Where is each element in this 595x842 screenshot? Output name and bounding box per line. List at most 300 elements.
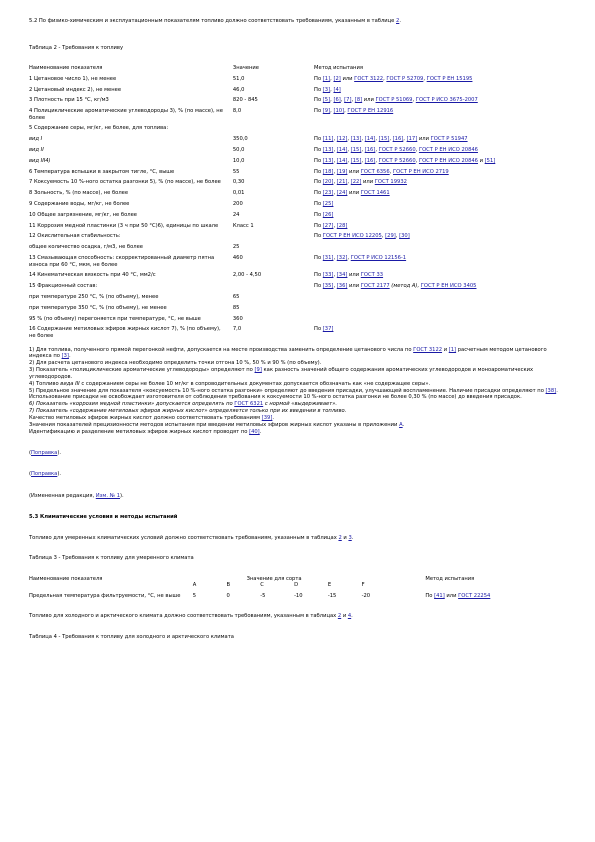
method-text: или: [347, 272, 361, 279]
table-3-header-row: [29, 576, 549, 583]
method-ref-link[interactable]: ГОСТ Р ЕН ИСО 3405: [420, 283, 477, 290]
grade-value: 5: [192, 592, 197, 599]
grade-value: -5: [260, 592, 266, 599]
method-text: ,: [347, 179, 351, 186]
test-method: [314, 190, 549, 201]
method-ref-link[interactable]: [30]: [399, 233, 410, 240]
method-text: По: [314, 147, 323, 154]
grade-value: 0: [226, 592, 230, 599]
t3-header-method: Метод испытания: [425, 575, 475, 582]
method-ref-link[interactable]: [17]: [406, 136, 418, 143]
method-text: По: [314, 97, 323, 104]
method-ref-link[interactable]: [8]: [354, 97, 363, 104]
method-text: ,: [375, 147, 379, 154]
table-row: [29, 316, 549, 327]
parameter-name: 4 Полициклические ароматические углеводороды 3), % (по массе), не более: [29, 108, 223, 121]
footnote-text: Значения показателей прецизионности методов испытания при введении метиловых эфиров жирных кислот указаны в приложении: [29, 422, 400, 429]
parameter-name: 9 Содержание воды, мг/кг, не более: [29, 201, 130, 208]
test-method: [314, 272, 549, 283]
table-2-footnotes: [29, 347, 569, 436]
parameter-name: 8 Зольность, % (по массе), не более: [29, 190, 129, 197]
method-ref-link[interactable]: ГОСТ Р ИСО 3675-2007: [415, 97, 478, 104]
method-ref-link[interactable]: [24]: [336, 190, 348, 197]
parameter-value: 50,0: [232, 147, 245, 154]
method-ref-link[interactable]: ГОСТ 3122: [354, 75, 384, 82]
parameter-value: 55: [232, 168, 240, 175]
table-row: [29, 179, 549, 190]
parameter-name: 5 Содержание серы, мг/кг, не более, для топлива:: [29, 125, 169, 132]
method-ref-link[interactable]: [16]: [392, 136, 404, 143]
parameter-value: 25: [232, 244, 240, 251]
method-ref-link[interactable]: [36]: [336, 283, 348, 290]
parameter-name: 14 Кинематическая вязкость при 40 °С, мм2/с: [29, 272, 156, 279]
header-method: Метод испытания: [314, 65, 363, 71]
parameter-name: 15 Фракционный состав:: [29, 283, 98, 290]
method-text: ,: [415, 157, 419, 164]
method-ref-link[interactable]: ГОСТ Р ЕН 15195: [426, 75, 473, 82]
method-text: По: [314, 168, 323, 175]
footnote-text: .: [402, 422, 405, 429]
cold-climate-paragraph: Топливо для холодного и арктического климата должно соответствовать требованиям, указанным в таблицах 2 и 4.: [29, 613, 353, 620]
method-text: и: [477, 157, 485, 164]
parameter-name: 3 Плотность при 15 °С, кг/м3: [29, 97, 109, 104]
parameter-value: 46,0: [232, 86, 245, 93]
method-text: По: [314, 190, 323, 197]
method-ref-link[interactable]: [22]: [350, 179, 362, 186]
table-row: [29, 283, 549, 294]
footnote: [29, 360, 569, 367]
footnote-text: как разность значений общего содержания ароматических углеводородов и моноароматических углеводородов.: [29, 367, 534, 380]
method-text: По: [314, 233, 323, 240]
table-row: [29, 125, 549, 136]
method-text: ,: [347, 255, 351, 262]
method-ref-link[interactable]: [14]: [336, 157, 348, 164]
method-ref-link[interactable]: [14]: [364, 136, 376, 143]
method-ref-link[interactable]: [6]: [333, 97, 341, 104]
footnote-text: вида III: [60, 380, 80, 387]
footnote-text: расчетным методом цетанового индекса по: [29, 346, 547, 360]
table-row: [29, 76, 549, 87]
method-ref-link[interactable]: ГОСТ Р 52660: [378, 157, 416, 164]
method-ref-link[interactable]: ГОСТ Р 51947: [430, 136, 468, 143]
footnote: [29, 347, 569, 360]
footnote-link[interactable]: [39]: [261, 415, 273, 422]
parameter-value: [233, 233, 314, 244]
method-text: ,: [333, 136, 337, 143]
method-text: ,: [347, 136, 351, 143]
parameter-value: [233, 125, 314, 136]
test-method: [314, 108, 549, 125]
method-ref-link[interactable]: [15]: [378, 136, 390, 143]
footnote: [29, 367, 569, 380]
method-ref-link[interactable]: [9]: [322, 108, 331, 115]
parameter-value: 820 - 845: [232, 97, 258, 104]
method-text: или: [347, 190, 361, 197]
method-ref-link[interactable]: ГОСТ Р ЕН ИСО 2719: [392, 168, 449, 175]
method-ref-link[interactable]: ГОСТ 19932: [374, 179, 407, 186]
method-text: ,: [351, 97, 355, 104]
method-text: ,: [330, 97, 334, 104]
table-2-ref-link[interactable]: 2: [337, 613, 342, 620]
grade-label: E: [327, 582, 332, 589]
method-text: По: [314, 108, 323, 115]
method-text: ,: [333, 255, 337, 262]
footnote-text: 4) Топливо: [29, 380, 61, 387]
method-text: ,: [347, 157, 351, 164]
method-ref-link[interactable]: [13]: [322, 157, 334, 164]
method-text: ,: [333, 147, 337, 154]
method-ref-link[interactable]: [51]: [484, 157, 496, 164]
table-row: [29, 223, 549, 234]
method-ref-link[interactable]: [37]: [322, 326, 334, 333]
method-ref-link[interactable]: [29]: [385, 233, 396, 240]
table-3: [29, 576, 549, 600]
table-3-ref-link[interactable]: 3: [348, 534, 352, 541]
method-ref-link[interactable]: [25]: [322, 201, 334, 208]
method-ref-link[interactable]: [12]: [336, 136, 348, 143]
test-method: [314, 97, 549, 108]
method-ref-link[interactable]: [33]: [322, 272, 334, 279]
table-4-caption: Таблица 4 - Требования к топливу для холодного и арктического климата: [29, 633, 234, 640]
method-text: По: [314, 326, 323, 333]
method-text: ,: [395, 233, 400, 240]
footnote-text: 3) Показатель «полициклические ароматические углеводороды» определяют по: [29, 367, 255, 374]
parameter-value: 7,0: [232, 326, 242, 333]
footnote-text: 5) Предельное значение для показателя «коксуемость 10 %-ного остатка разгонки» определяют до введения присадки, улучшающей воспламенение. Наличие присадки определяют по: [29, 387, 546, 394]
footnote-text: . Использование присадки не освобождает изготовителя от соблюдения требования к коксуемости 10 %-ного остатка разгонки не более 0,30 % (по массе) до введения присадок.: [29, 387, 558, 401]
table-2-caption: Таблица 2 - Требования к топливу: [29, 44, 124, 51]
footnote-text: Качество метиловых эфиров жирных кислот должно соответствовать требованиям: [29, 415, 262, 422]
footnote-link[interactable]: А: [399, 422, 403, 429]
table-2-ref-link[interactable]: 2: [338, 534, 342, 541]
parameter-value: 24: [232, 211, 240, 218]
method-text: По: [314, 222, 323, 229]
method-ref-link[interactable]: [28]: [336, 222, 348, 229]
method-ref-link[interactable]: ГОСТ 6356: [360, 168, 390, 175]
footnote: [29, 422, 569, 429]
document-page: [29, 18, 569, 640]
method-text: или: [347, 283, 361, 290]
edit-note: (Измененная редакция, Изм. № 1).: [29, 492, 124, 499]
method-ref-link[interactable]: [27]: [322, 222, 334, 229]
table-4-ref-link[interactable]: 4: [347, 613, 352, 620]
method-text: ,: [361, 136, 365, 143]
grade-label: D: [294, 582, 299, 589]
table-row: [29, 326, 549, 343]
table-row: [29, 201, 549, 212]
method-ref-link[interactable]: [41]: [434, 592, 445, 599]
method-ref-link[interactable]: [5]: [322, 97, 331, 104]
table-row: [29, 233, 549, 244]
method-text: По: [314, 179, 323, 186]
footnote-text: .: [272, 415, 275, 422]
parameter-name: 12 Окислительная стабильность:: [29, 233, 121, 240]
parameter-name: 16 Содержание метиловых эфиров жирных кислот 7), % (по объему), не более: [29, 326, 221, 339]
footnote-text: и: [442, 346, 449, 353]
parameter-name: 6 Температура вспышки в закрытом тигле, °С, выше: [29, 168, 175, 175]
method-ref-link[interactable]: ГОСТ 33: [360, 272, 384, 279]
t3-row-name: Предельная температура фильтруемости, °С, не выше: [29, 592, 181, 599]
grade-label: A: [192, 582, 197, 589]
method-text: или: [362, 97, 376, 104]
method-text: По: [314, 86, 323, 93]
parameter-value: 8,0: [232, 108, 242, 115]
correction-link[interactable]: Поправка: [31, 471, 58, 478]
table-3-row: [29, 593, 549, 600]
method-ref-link[interactable]: [16]: [364, 157, 376, 164]
table-2: [29, 65, 549, 344]
method-text: По: [314, 211, 323, 218]
method-ref-link[interactable]: [13]: [322, 147, 334, 154]
method-text: ,: [361, 157, 365, 164]
parameter-name: 2 Цетановый индекс 2), не менее: [29, 86, 122, 93]
footnote: [29, 381, 569, 388]
table-row: [29, 190, 549, 201]
footnote-text: Идентификацию и разделение метиловых эфиров жирных кислот проводят по: [29, 429, 250, 436]
method-text: ,: [340, 97, 345, 104]
footnote-link[interactable]: [38]: [545, 387, 557, 394]
parameter-value: 2,00 - 4,50: [232, 272, 262, 279]
method-ref-link[interactable]: [13]: [350, 136, 362, 143]
test-method: [314, 316, 549, 327]
test-method: [314, 294, 549, 305]
test-method: [314, 147, 549, 158]
table-row: [29, 212, 549, 223]
correction-link[interactable]: Поправка: [31, 449, 58, 456]
parameter-value: 65: [232, 293, 240, 300]
method-ref-link[interactable]: ГОСТ Р ЕН ИСО 20846: [418, 147, 478, 154]
t3-row-method: По [41] или ГОСТ 22254: [425, 592, 491, 599]
parameter-value: Класс 1: [232, 222, 254, 229]
parameter-value: [233, 283, 314, 294]
method-ref-link[interactable]: [15]: [350, 157, 362, 164]
test-method: [314, 169, 549, 180]
footnote: [29, 415, 569, 422]
method-ref-link[interactable]: [10]: [333, 108, 345, 115]
method-text: По: [314, 283, 323, 290]
grade-label: B: [226, 582, 231, 589]
parameter-name: 11 Коррозия медной пластинки (3 ч при 50 °С)6), единицы по шкале: [29, 222, 219, 229]
test-method: [314, 326, 549, 343]
method-ref-link[interactable]: ГОСТ 1461: [360, 190, 390, 197]
parameter-name: 13 Смазывающая способность: скорректированный диаметр пятна износа при 60 °С, мкм, не более: [29, 255, 215, 268]
test-method: [314, 223, 549, 234]
method-text: По: [314, 136, 323, 143]
footnote-link[interactable]: [3]: [61, 353, 69, 360]
grade-label: F: [361, 582, 365, 589]
method-text: ,: [330, 108, 334, 115]
edit-note: (Поправка).: [29, 471, 62, 478]
footnote-text: с нормой «выдерживает».: [263, 401, 338, 408]
footnote-link[interactable]: ГОСТ 6321: [234, 401, 264, 408]
method-ref-link[interactable]: [11]: [322, 136, 334, 143]
header-value: Значение: [232, 65, 259, 71]
table-2-link[interactable]: 2: [396, 18, 400, 24]
method-text: По: [314, 272, 323, 279]
test-method: [314, 158, 549, 169]
parameter-name: 7 Коксуемость 10 %-ного остатка разгонки 5), % (по массе), не более: [29, 179, 221, 186]
method-ref-link[interactable]: [20]: [322, 179, 334, 186]
parameter-name: при температуре 350 °С, % (по объему), не менее: [29, 304, 167, 311]
method-ref-link[interactable]: ГОСТ Р 51069: [375, 97, 413, 104]
method-text: ,: [415, 147, 419, 154]
method-ref-link[interactable]: ГОСТ Р 52660: [378, 147, 416, 154]
method-text: ,: [330, 86, 334, 93]
table-row: [29, 272, 549, 283]
grade-value: -10: [294, 592, 303, 599]
footnote-text: с содержанием серы не более 10 мг/кг в сопроводительных документах допускается обозначать как «не содержащее серы».: [79, 380, 431, 387]
method-text: ,: [389, 168, 393, 175]
method-ref-link[interactable]: [15]: [350, 147, 362, 154]
footnote-text: 6) Показатель «коррозия медной пластинки» допускается определять по: [29, 401, 235, 408]
test-method: [314, 136, 549, 147]
test-method: [314, 255, 549, 272]
test-method: [314, 283, 549, 294]
method-text: ,: [412, 97, 416, 104]
header-name: Наименование показателя: [29, 65, 103, 71]
method-ref-link[interactable]: ГОСТ Р ЕН 12916: [347, 108, 394, 115]
t3-header-name: Наименование показателя: [29, 575, 103, 582]
method-ref-link[interactable]: [2]: [333, 75, 341, 82]
table-row: [29, 97, 549, 108]
method-ref-link[interactable]: [32]: [336, 255, 348, 262]
table-row: [29, 87, 549, 98]
parameter-name: вид I: [29, 136, 43, 143]
method-ref-link[interactable]: [7]: [344, 97, 352, 104]
method-text: ,: [383, 75, 387, 82]
method-text: ,: [361, 147, 365, 154]
method-text: По: [314, 157, 323, 164]
parameter-value: 0,01: [232, 190, 245, 197]
method-ref-link[interactable]: [23]: [322, 190, 334, 197]
footnote-link[interactable]: [1]: [448, 346, 457, 353]
table-row: [29, 244, 549, 255]
table-row: [29, 108, 549, 125]
section-5-3-heading: 5.3 Климатические условия и методы испытаний: [29, 514, 178, 521]
method-ref-link[interactable]: [34]: [336, 272, 348, 279]
footnote: [29, 388, 569, 401]
parameter-value: 460: [232, 255, 243, 262]
footnote-text: 2) Для расчета цетанового индекса необходимо определить точки отгона 10 %, 50 % и 90 % (по объему).: [29, 360, 322, 367]
parameter-value: 200: [232, 201, 243, 208]
method-text: или: [340, 75, 355, 82]
parameter-value: 51,0: [232, 75, 245, 82]
table-2-header-row: [29, 65, 549, 76]
method-text: ,: [333, 283, 337, 290]
section-5-3-paragraph: Топливо для умеренных климатических условий должно соответствовать требованиям, указанным в таблицах 2 и 3.: [29, 534, 354, 541]
method-text: ,: [375, 136, 379, 143]
parameter-name: 95 % (по объему) перегоняется при температуре, °С, не выше: [29, 315, 201, 322]
table-row: [29, 158, 549, 169]
parameter-name: 10 Общее загрязнение, мг/кг, не более: [29, 211, 137, 218]
method-ref-link[interactable]: [26]: [322, 211, 334, 218]
method-ref-link[interactable]: [19]: [336, 168, 348, 175]
method-ref-link[interactable]: ГОСТ Р ИСО 12156-1: [350, 255, 407, 262]
method-ref-link[interactable]: [18]: [322, 168, 334, 175]
parameter-name: 1 Цетановое число 1), не менее: [29, 75, 117, 82]
footnote-link[interactable]: [40]: [249, 429, 260, 436]
method-text: По: [314, 75, 323, 82]
method-text: или: [347, 168, 361, 175]
footnote-link[interactable]: [9]: [254, 367, 262, 374]
intro-text: 5.2 По физико-химическим и эксплуатационным показателям топливо должно соответствовать требованиям, указанным в таблице: [29, 18, 395, 24]
method-text: ,: [403, 136, 407, 143]
table-row: [29, 305, 549, 316]
grade-value: -20: [361, 592, 371, 599]
method-text: ,: [423, 75, 427, 82]
standard-link[interactable]: ГОСТ 22254: [458, 592, 491, 599]
parameter-value: 10,0: [232, 157, 245, 164]
method-ref-link[interactable]: [21]: [336, 179, 348, 186]
edit-note: (Поправка).: [29, 449, 62, 456]
method-ref-link[interactable]: [14]: [336, 147, 348, 154]
parameter-name: вид III4): [29, 157, 51, 164]
test-method: [314, 201, 549, 212]
method-ref-link[interactable]: [16]: [364, 147, 376, 154]
footnote-text: .: [68, 353, 71, 360]
method-text: ,: [344, 108, 348, 115]
method-text: ,: [333, 168, 337, 175]
method-text: или: [361, 179, 375, 186]
parameter-value: 350,0: [232, 136, 248, 143]
method-ref-link[interactable]: [1]: [322, 75, 331, 82]
parameter-name: общее количество осадка, г/м3, не более: [29, 244, 143, 251]
method-text: По: [314, 255, 323, 262]
method-ref-link[interactable]: ГОСТ Р 52709: [386, 75, 424, 82]
test-method: [314, 87, 549, 98]
method-text: (метод А),: [389, 283, 421, 290]
test-method: [314, 233, 549, 244]
parameter-name: вид II: [29, 147, 44, 154]
amendment-link[interactable]: Изм. № 1: [95, 492, 120, 499]
parameter-value: 0,30: [232, 179, 245, 186]
method-ref-link[interactable]: [31]: [322, 255, 334, 262]
table-row: [29, 136, 549, 147]
method-text: ,: [347, 147, 351, 154]
edit-notes: [29, 450, 569, 500]
footnote-text: 1) Для топлива, полученного прямой перегонкой нефти, допускается на месте производства заменить определение цетанового числа по: [29, 346, 414, 353]
method-text: По: [314, 201, 323, 208]
method-text: ,: [333, 222, 337, 229]
method-ref-link[interactable]: ГОСТ Р ЕН ИСО 20846: [418, 157, 478, 164]
method-ref-link[interactable]: ГОСТ Р ЕН ИСО 12205: [322, 233, 382, 240]
footnote-link[interactable]: ГОСТ 3122: [413, 346, 443, 353]
grade-value: -15: [327, 592, 337, 599]
method-ref-link[interactable]: [4]: [333, 86, 341, 93]
method-ref-link[interactable]: [35]: [322, 283, 334, 290]
parameter-value: 85: [232, 304, 240, 311]
table-3-caption: Таблица 3 - Требования к топливу для умеренного климата: [29, 555, 194, 562]
table-row: [29, 169, 549, 180]
method-text: ,: [333, 190, 337, 197]
table-row: [29, 255, 549, 272]
test-method: [314, 244, 549, 255]
test-method: [314, 179, 549, 190]
footnote: [29, 408, 569, 415]
method-text: ,: [333, 272, 337, 279]
table-row: [29, 294, 549, 305]
method-text: или: [417, 136, 431, 143]
footnote-text: 7) Показатель «содержание метиловых эфиров жирных кислот» определяется только при их введении в топливо.: [29, 408, 347, 415]
parameter-value: 360: [232, 315, 243, 322]
test-method: [314, 125, 549, 136]
method-text: ,: [381, 233, 386, 240]
method-ref-link[interactable]: ГОСТ 2177: [360, 283, 390, 290]
method-ref-link[interactable]: [3]: [322, 86, 331, 93]
test-method: [314, 305, 549, 316]
table-row: [29, 147, 549, 158]
t3-header-value: Значение для сорта: [246, 575, 302, 582]
